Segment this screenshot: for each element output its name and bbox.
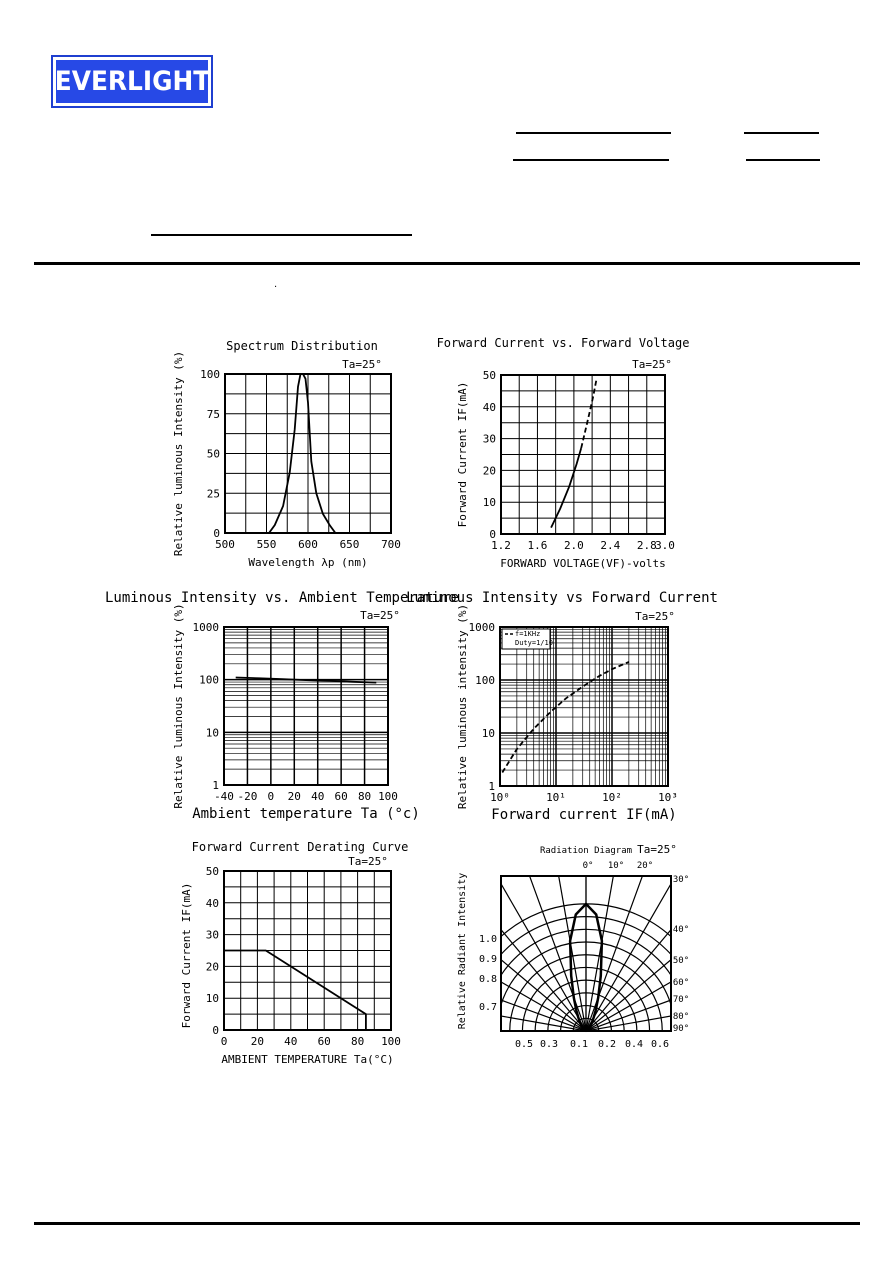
c1-series-line-1	[581, 378, 597, 448]
c5-angle-label-0: 0°	[582, 861, 594, 871]
c5-bottom-label-5: 0.6	[650, 1039, 670, 1050]
c2-annotation: Ta=25°	[360, 609, 400, 622]
c2-xtick-label-6: 80	[357, 790, 372, 803]
c2-ytick-label-2: 100	[199, 673, 219, 687]
c4-ytick-label-3: 30	[205, 928, 219, 942]
c1-xtick-label-3: 2.4	[600, 539, 621, 552]
c3-xtick-label-2: 10²	[602, 791, 622, 804]
c1-ytick-label-1: 10	[482, 496, 496, 510]
c3-ytick-label-0: 1	[488, 780, 495, 793]
c1-xlabel: FORWARD VOLTAGE(VF)-volts	[500, 557, 666, 570]
c5-angle-label-9: 90°	[672, 1024, 690, 1034]
c1-xtick-label-1: 1.6	[527, 539, 548, 552]
c3-ytick-label-1: 10	[481, 727, 495, 740]
c0-xtick-label-4: 700	[381, 538, 401, 551]
c4-title: Forward Current Derating Curve	[191, 840, 409, 854]
c3-xtick-label-0: 10⁰	[490, 791, 510, 804]
c4-xtick-label-5: 100	[381, 1035, 401, 1048]
c0-xtick-label-1: 550	[256, 538, 277, 551]
c4-ytick-label-5: 50	[205, 865, 219, 878]
c2-title: Luminous Intensity vs. Ambient Temperature	[104, 590, 460, 606]
c3-ytick-label-2: 100	[475, 674, 495, 687]
c5-spoke-6l	[385, 915, 586, 1031]
c3-xtick-label-1: 10¹	[546, 791, 566, 804]
c5-angle-label-8: 80°	[672, 1012, 690, 1022]
c1-ytick-label-4: 40	[482, 400, 496, 414]
c2-xtick-label-1: -20	[237, 790, 258, 803]
c4-xtick-label-2: 40	[284, 1035, 298, 1048]
c5-bottom-label-3: 0.2	[597, 1039, 617, 1050]
c2-xtick-label-7: 100	[378, 790, 398, 803]
c5-radius-label-1: 0.9	[478, 954, 497, 965]
c3-annotation: Ta=25°	[635, 610, 675, 623]
c2-ylabel: Relative luminous Intensity (%)	[172, 603, 185, 809]
logo-text: EVERLIGHT	[54, 66, 210, 97]
c2-plot-frame	[224, 627, 388, 785]
c3-legend-entry-1: Duty=1/10	[515, 639, 553, 647]
c5-angle-label-7: 70°	[672, 995, 690, 1005]
c4-xtick-label-4: 80	[350, 1035, 365, 1048]
c5-title: Radiation Diagram	[539, 846, 633, 856]
c4-xtick-label-0: 0	[220, 1035, 228, 1048]
c3-xtick-label-3: 10³	[658, 791, 678, 804]
c2-xtick-label-5: 60	[334, 790, 348, 803]
c3-ytick-label-3: 1000	[468, 621, 495, 634]
c1-ytick-label-3: 30	[482, 432, 496, 446]
c5-radius-label-2: 0.8	[478, 974, 497, 985]
c1-xtick-label-0: 1.2	[491, 539, 511, 552]
c4-xtick-label-1: 20	[250, 1035, 265, 1048]
c0-annotation: Ta=25°	[342, 358, 382, 371]
c3-xlabel: Forward current IF(mA)	[491, 807, 677, 823]
c1-ytick-label-0: 0	[489, 528, 496, 541]
c4-annotation: Ta=25°	[348, 855, 388, 868]
c5-angle-label-1: 10°	[607, 861, 625, 871]
c4-ytick-label-1: 10	[205, 992, 219, 1006]
c3-ylabel: Relative luminous intensity (%)	[456, 603, 469, 810]
c0-xlabel: Wavelength λp (nm)	[248, 556, 368, 569]
c3-plot-frame	[500, 627, 668, 786]
c5-angle-label-4: 40°	[672, 925, 690, 935]
c1-ylabel: Forward Current IF(mA)	[456, 381, 469, 528]
c0-ylabel: Relative luminous Intensity (%)	[172, 350, 185, 557]
stray-mark: ·	[274, 282, 278, 293]
c2-ytick-label-3: 1000	[192, 621, 219, 634]
c2-xtick-label-0: -40	[214, 790, 234, 803]
c0-xtick-label-3: 650	[339, 538, 360, 551]
c1-title: Forward Current vs. Forward Voltage	[436, 336, 690, 350]
c4-ytick-label-0: 0	[212, 1024, 219, 1037]
c1-xtick-label-2: 2.0	[563, 539, 584, 552]
c5-bottom-label-4: 0.4	[624, 1039, 644, 1050]
c0-ytick-label-2: 50	[206, 447, 220, 461]
c5-angle-label-2: 20°	[636, 861, 654, 871]
c0-ytick-label-4: 100	[200, 368, 220, 381]
c5-bottom-label-2: 0.1	[569, 1039, 589, 1050]
c5-angle-label-5: 50°	[672, 956, 690, 966]
c5-radius-label-0: 1.0	[478, 934, 497, 945]
c4-xtick-label-3: 60	[317, 1035, 331, 1048]
c4-ytick-label-2: 20	[205, 960, 219, 974]
c2-ytick-label-1: 10	[205, 726, 219, 740]
c5-bottom-label-1: 0.3	[539, 1039, 559, 1050]
c0-ytick-label-0: 0	[213, 527, 220, 540]
c1-ytick-label-2: 20	[482, 464, 496, 478]
c4-series-line-0	[224, 951, 366, 1031]
c0-title: Spectrum Distribution	[226, 339, 378, 353]
c3-legend-entry-0: f=1KHz	[515, 630, 541, 638]
c1-xtick-label-4: 2.8	[636, 539, 657, 552]
c0-ytick-label-1: 25	[206, 487, 220, 501]
c2-xtick-label-3: 20	[287, 790, 301, 803]
c5-radius-label-3: 0.7	[478, 1002, 497, 1013]
c2-xtick-label-2: 0	[267, 790, 275, 803]
c2-xlabel: Ambient temperature Ta (°c)	[192, 806, 420, 822]
c2-ytick-label-0: 1	[212, 779, 219, 792]
c5-angle-label-6: 60°	[672, 978, 690, 988]
c2-xtick-label-4: 40	[311, 790, 325, 803]
c4-ylabel: Forward Current IF(mA)	[180, 882, 193, 1029]
c0-xtick-label-2: 600	[298, 538, 318, 551]
c0-xtick-label-0: 500	[215, 538, 235, 551]
c5-annotation: Ta=25°	[637, 843, 677, 856]
c5-bottom-label-0: 0.5	[514, 1039, 534, 1050]
c1-ytick-label-5: 50	[482, 369, 496, 382]
c5-ylabel: Relative Radiant Intensity	[457, 872, 468, 1030]
c1-annotation: Ta=25°	[632, 358, 672, 371]
c0-ytick-label-3: 75	[206, 407, 220, 421]
c3-title: Luminous Intensity vs Forward Current	[406, 590, 718, 606]
c5-angle-label-3: 30°	[672, 875, 690, 885]
c4-ytick-label-4: 40	[205, 896, 219, 910]
c4-xlabel: AMBIENT TEMPERATURE Ta(°C)	[221, 1053, 394, 1066]
c1-xtick-label-5: 3.0	[655, 539, 675, 552]
